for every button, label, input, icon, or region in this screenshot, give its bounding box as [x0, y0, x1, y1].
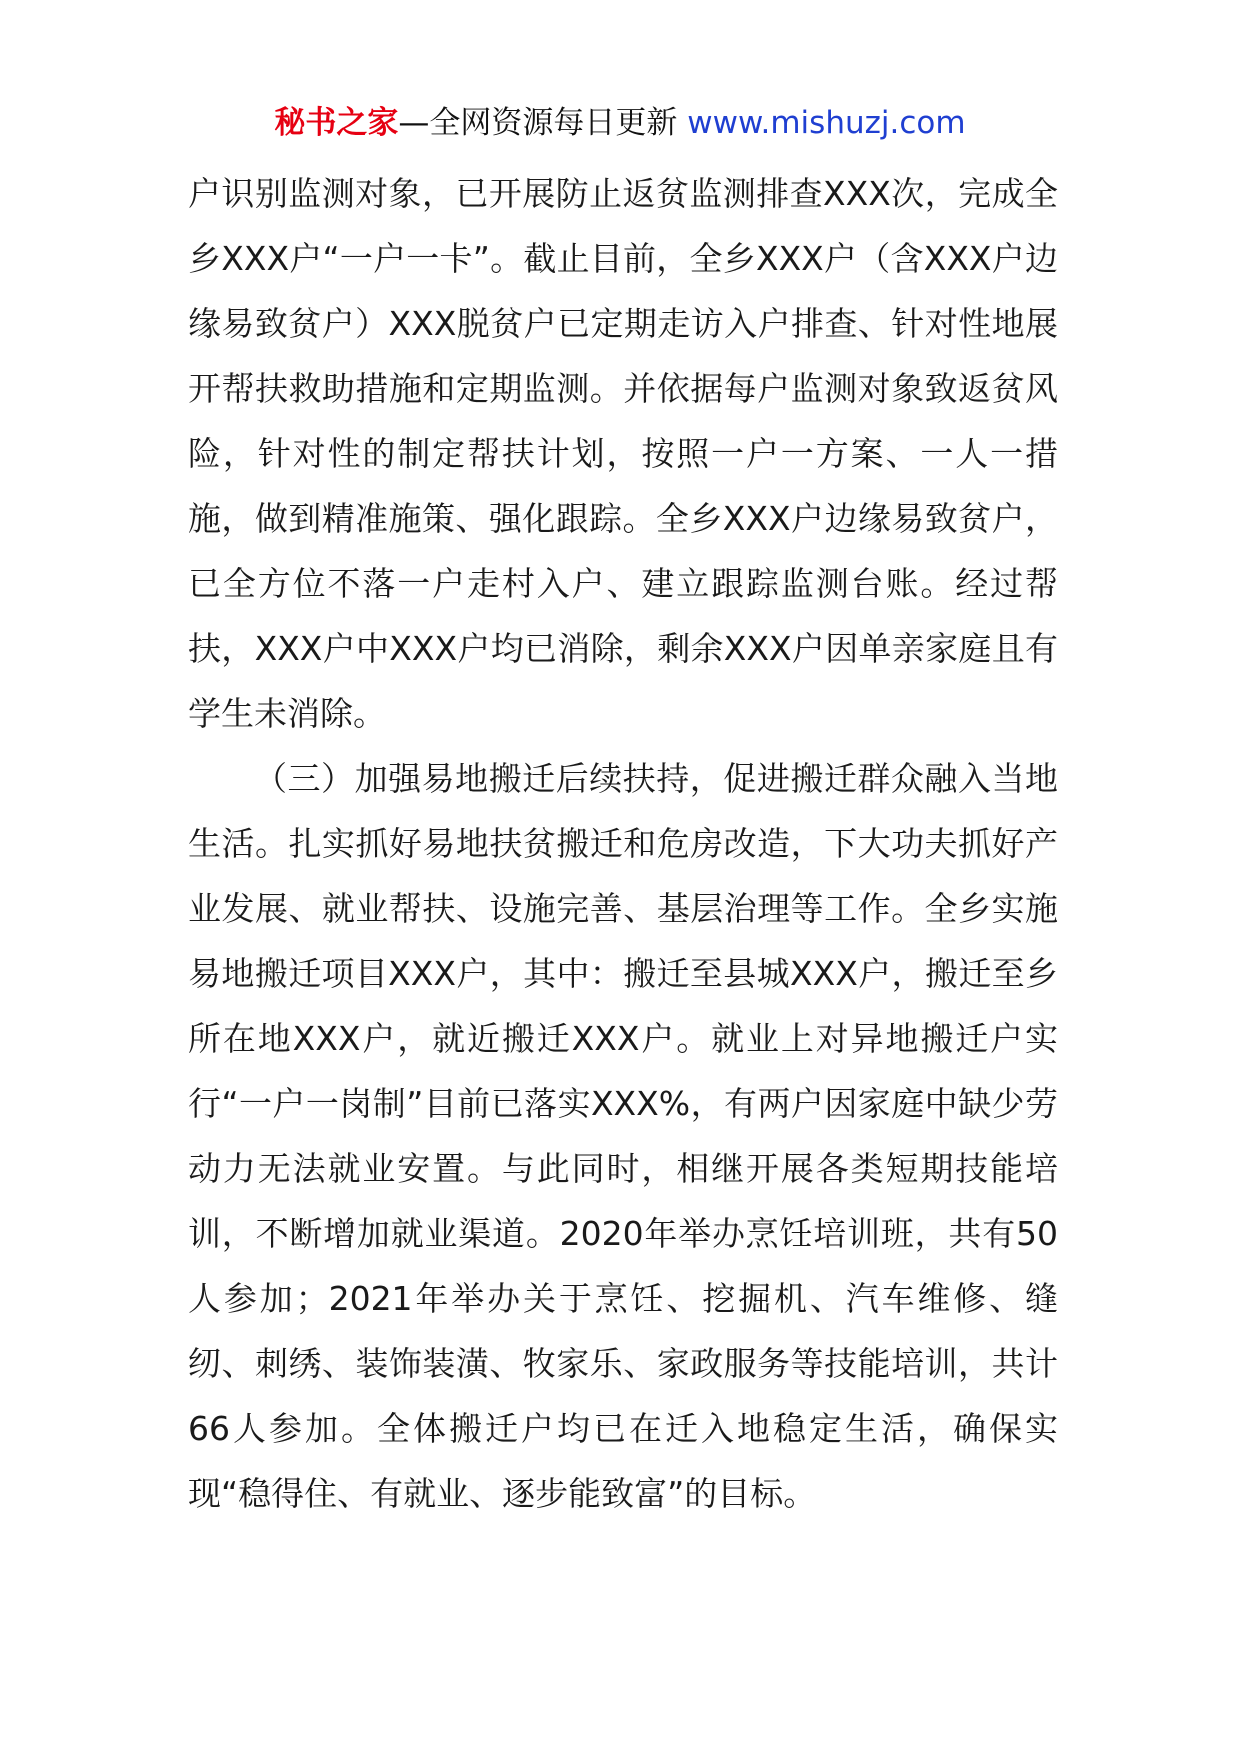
header-tagline: —全网资源每日更新: [398, 105, 678, 141]
page-header: [0, 100, 1240, 146]
header-site-link[interactable]: www.mishuzj.com: [687, 105, 966, 141]
document-body: [188, 161, 1058, 1526]
header-brand: 秘书之家: [274, 105, 399, 141]
paragraph-continued: 户识别监测对象，已开展防止返贫监测排查XXX次，完成全乡XXX户“一户一卡”。截止目前，全乡XXX户（含XXX户边缘易致贫户）XXX脱贫户已定期走访入户排查、针对性地展开帮扶救助措施和定期监测。并依据每户监测对象致返贫风险，针对性的制定帮扶计划，按照一户一方案、一人一措施，做到精准施策、强化跟踪。全乡XXX户边缘易致贫户，已全方位不落一户走村入户、建立跟踪监测台账。经过帮扶，XXX户中XXX户均已消除，剩余XXX户因单亲家庭且有学生未消除。: [188, 174, 1058, 733]
paragraph-section-three: （三）加强易地搬迁后续扶持，促进搬迁群众融入当地生活。扎实抓好易地扶贫搬迁和危房改造，下大功夫抓好产业发展、就业帮扶、设施完善、基层治理等工作。全乡实施易地搬迁项目XXX户，其中：搬迁至县城XXX户，搬迁至乡所在地XXX户，就近搬迁XXX户。就业上对异地搬迁户实行“一户一岗制”目前已落实XXX%，有两户因家庭中缺少劳动力无法就业安置。与此同时，相继开展各类短期技能培训，不断增加就业渠道。2020年举办烹饪培训班，共有50人参加；2021年举办关于烹饪、挖掘机、汽车维修、缝纫、刺绣、装饰装潢、牧家乐、家政服务等技能培训，共计66人参加。全体搬迁户均已在迁入地稳定生活，确保实现“稳得住、有就业、逐步能致富”的目标。: [188, 759, 1058, 1513]
